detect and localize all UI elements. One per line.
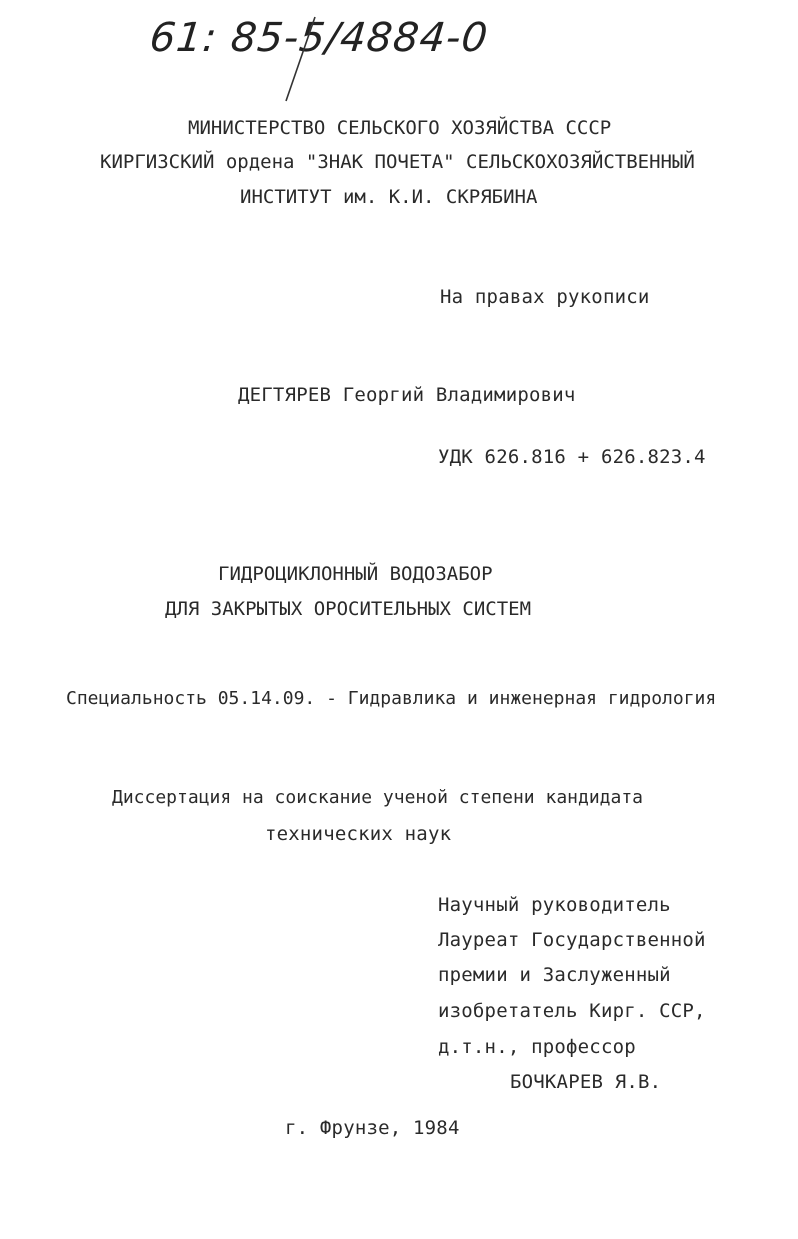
- supervisor-line-1: Научный руководитель: [438, 894, 671, 916]
- institute-line-2: ИНСТИТУТ им. К.И. СКРЯБИНА: [240, 186, 538, 208]
- dissertation-line-2: технических наук: [265, 823, 452, 845]
- supervisor-line-3: премии и Заслуженный: [438, 964, 671, 986]
- supervisor-name: БОЧКАРЕВ Я.В.: [510, 1071, 662, 1093]
- ministry-heading: МИНИСТЕРСТВО СЕЛЬСКОГО ХОЗЯЙСТВА СССР: [188, 117, 612, 139]
- manuscript-note: На правах рукописи: [440, 286, 650, 308]
- specialty-line: Специальность 05.14.09. - Гидравлика и инженерная гидрология: [66, 688, 717, 709]
- thesis-title-line-2: ДЛЯ ЗАКРЫТЫХ ОРОСИТЕЛЬНЫХ СИСТЕМ: [165, 598, 532, 620]
- supervisor-line-2: Лауреат Государственной: [438, 929, 706, 951]
- supervisor-line-4: изобретатель Кирг. ССР,: [438, 1000, 706, 1022]
- archive-number-handwritten: 61: 85-5/4884-0: [147, 15, 491, 61]
- place-and-year: г. Фрунзе, 1984: [285, 1117, 460, 1139]
- thesis-title-line-1: ГИДРОЦИКЛОННЫЙ ВОДОЗАБОР: [218, 563, 493, 585]
- udk-code: УДК 626.816 + 626.823.4: [438, 446, 706, 468]
- institute-line-1: КИРГИЗСКИЙ ордена "ЗНАК ПОЧЕТА" СЕЛЬСКОХОЗЯЙСТВЕННЫЙ: [100, 151, 695, 173]
- author-name: ДЕГТЯРЕВ Георгий Владимирович: [238, 384, 576, 406]
- dissertation-line-1: Диссертация на соискание ученой степени кандидата: [112, 787, 644, 808]
- archive-number-stroke: [280, 15, 320, 105]
- supervisor-line-5: д.т.н., профессор: [438, 1036, 636, 1058]
